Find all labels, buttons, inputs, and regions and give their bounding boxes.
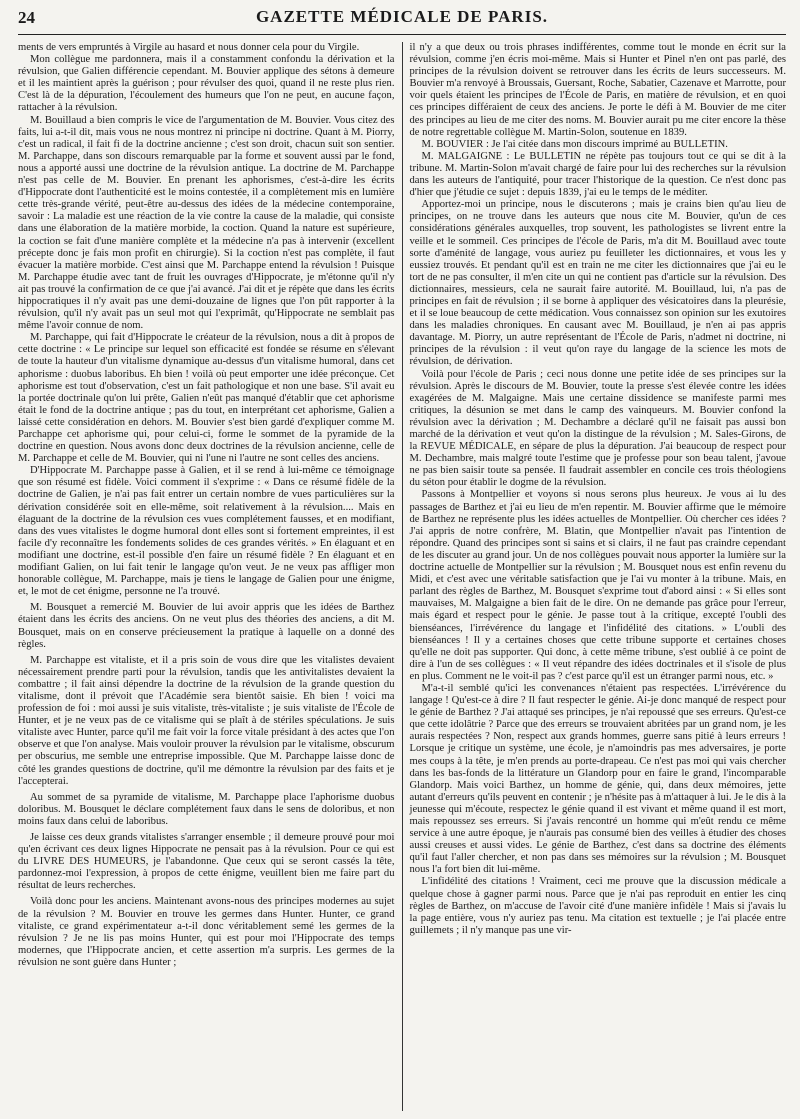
paragraph: Voilà pour l'école de Paris ; ceci nous donne une petite idée de ses principes sur la révulsion. Après le discours de M. Bouvier, toute la presse s'est élevée contre les idées exagérées de M. Malgaigne. Mais une certaine dissidence se manifeste parmi mes critiques, la désunion se met dans le camp des vainqueurs. M. Bouvier confond la révulsion avec la dérivation ; M. Dechambre a déclaré qu'il ne faisait pas aussi bon marché de la dérivation et veut qu'on la distingue de la révulsion ; M. Sales-Girons, de la REVUE MÉDICALE, en sépare de plus la dépuration. J'ai beaucoup de respect pour M. Dechambre, mais malgré toute l'estime que je professe pour son beau talent, j'avoue ne pas bien saisir toute sa pensée. Il faudrait assembler en concile ces trois théologiens du séton pour établir le dogme de la révulsion. <box>409 368 786 489</box>
paragraph: Passons à Montpellier et voyons si nous serons plus heureux. Je vous ai lu des passages de Barthez et j'ai eu lieu de m'en repentir. M. Bouvier affirme que le mémoire de Barthez ne représente plus les idées actuelles de Montpellier. Où chercher ces idées ? J'ai appris de notre confrère, M. Blatin, que Montpellier n'avait pas l'intention de répondre. Quand des principes sont si sains et si clairs, il ne faut pas craindre cependant de les discuter au grand jour. Un de nos collègues pouvait nous apporter la lumière sur la doctrine actuelle de Montpellier sur la révulsion ; M. Bousquet nous est enfin revenu du Midi, et c'est avec une véritable satisfaction que je l'ai vu monter à la tribune. Mais, en parlant des règles de Barthez, M. Bousquet s'exprime tout d'abord ainsi : « Si elles sont mauvaises, M. Malgaigne a bien fait de le dire. On ne demande pas grâce pour l'erreur, mais égard et respect pour le génie. Je passe tout à la critique, excepté l'oubli des bienséances, l'irrévérence du langage et l'infidélité des citations. » L'oubli des bienséances ! Il y a certaines choses que cette tribune supporte et certaines choses qu'elle ne doit pas supporter. Qui donc, à cette même tribune, s'est oublié à ce point de dire à l'un de ses collègues : « Il veut répandre des idées doctrinales et il s'isole de plus en plus. Comment ne le voit-il pas ? c'est parce qu'il est un étranger parmi nous, etc. » <box>409 489 786 682</box>
page-header <box>18 0 786 35</box>
paragraph: M. Parchappe, qui fait d'Hippocrate le créateur de la révulsion, nous a dit à propos de cette doctrine : « Le principe sur lequel son efficacité est fondée se résume en s'élevant de toute la hauteur d'un vitalisme dynamique au-dessus d'un vitalisme humoral, dans cet aphorisme : duobus laboribus. Eh bien ! voilà où peut emporter une idée préconçue. Cet aphorisme est tout d'observation, c'est un fait pathologique et non une base. S'il avait eu la portée doctrinale qu'on lui prête, Galien n'eût pas manqué d'établir que cet aphorisme était le fond de la doctrine antique ; pas du tout, en interprétant cet aphorisme, Galien a laissé cette considération en dehors. M. Bouvier s'est bien gardé d'expliquer comme M. Parchappe cet aphorisme qui, pour celui-ci, forme le sommet de la pyramide de la doctrine en question. Nous avons donc deux doctrines de la révulsion ancienne, celle de M. Parchappe et celle de M. Bouvier, qui ni l'une ni l'autre ne sont celles des anciens. <box>18 332 395 465</box>
paragraph: Mon collègue me pardonnera, mais il a constamment confondu la dérivation et la révulsion, que Galien différencie cependant. M. Bouvier applique des sétons à demeure et il les maintient après la guérison ; pour révulser des quoi, quand il ne reste plus rien. C'est là de la dépuration, l'écoulement des humeurs que l'on ne peut, en aucune façon, rattacher à la révulsion. <box>18 54 395 114</box>
text-columns <box>18 42 786 1111</box>
paragraph: M. BOUVIER : Je l'ai citée dans mon discours imprimé au BULLETIN. <box>421 138 728 150</box>
paragraph: Voilà donc pour les anciens. Maintenant avons-nous des principes modernes au sujet de la révulsion ? M. Bouvier en trouve les germes dans Hunter. Hunter, ce grand vitaliste, ce grand expérimentateur a-t-il donc véritablement semé les germes de la révulsion ? Je ne lis pas moins Hunter, qui est pour moi l'Hippocrate des temps modernes, que l'Hippocrate ancien, et cette assertion m'a surpris. Les germes de la révulsion ne sont guère dans Hunter ; <box>18 896 395 968</box>
paragraph: M. Parchappe est vitaliste, et il a pris soin de vous dire que les vitalistes devaient nécessairement prendre parti pour la révulsion, tandis que les antivitalistes devaient la combattre ; il fait ainsi dépendre la doctrine de la révulsion de la grande question du vitalisme, dont il prévoit que l'Académie sera bientôt saisie. Eh bien ! voici ma profession de foi : moi aussi je suis vitaliste, très-vitaliste ; je suis vitaliste de l'École de Hunter, et je ne veux pas de ce vitalisme qui se plaît à de stériles spéculations. Je suis vitaliste avec Hunter, parce qu'il me fait voir la force vitale présidant à des actes que l'on observe et que l'on analyse. Mais vouloir prouver la révulsion par le vitalisme, obscurum per obscurius, me semble une entreprise impossible. Que M. Parchappe laisse donc de côté les grandes questions de doctrine, qu'il me démontre la révulsion par des faits et je l'accepterai. <box>18 654 395 787</box>
paragraph: M'a-t-il semblé qu'ici les convenances n'étaient pas respectées. L'irrévérence du langage ! Qu'est-ce à dire ? Il faut respecter le génie. Ai-je donc manqué de respect pour le génie de Barthez ? J'ai attaqué ses principes, je n'ai repoussé que ses erreurs. Qu'est-ce que cette idolâtrie ? Parce que des erreurs se trouvaient abritées par un grand nom, je les aurais respectées ? Non, respect aux grands hommes, guerre sans pitié à leurs erreurs ! Lorsque je critique un système, une école, je n'amoindris pas mes adversaires, je porte mes coups à la tête, je m'en prends au porte-drapeau. Ce n'est pas moi qui vais chercher dans les bas-fonds de la littérature un Glandorp pour en faire le grand, l'incomparable Glandorp. Mais voici Barthez, un homme de génie, qui, dans deux mémoires, jette autant d'erreurs qu'ils peuvent en contenir ; je n'hésite pas à m'attaquer à lui. Je le dis à la jeunesse qui m'écoute, respectez le génie quand il est vivant et même quand il est mort, mais repoussez ses erreurs. Si j'avais rencontré un homme qui m'eût rendu ce même service à une autre époque, je n'aurais pas consumé bien des veilles à étudier des choses aussi creuses et aussi vides. Le génie de Barthez, c'est dans sa doctrine des éléments qu'il faut l'aller chercher, et non pas dans ses mémoires sur la révulsion ; M. Bousquet nous l'a fort bien dit lui-même. <box>409 682 786 876</box>
paragraph: M. Bouillaud a bien compris le vice de l'argumentation de M. Bouvier. Vous citez des faits, lui a-t-il dit, mais vous ne nous montrez ni principe ni doctrine. Quant à M. Piorry, c'est un radical, il fait fi de la doctrine ancienne ; c'est son droit, chacun suit son sentier. M. Parchappe, dans son discours remarquable par la forme et souvent aussi par le fond, nous a apporté aussi une doctrine de la révulsion antique. La doctrine de M. Parchappe n'est pas celle de M. Bouvier. En prenant les aphorismes, c'est-à-dire les écrits d'Hippocrate dont l'authenticité est le moins contestée, il a complètement mis en lumière cette très-grande vérité, peut-être au-dessus des idées de la médecine contemporaine, savoir : La maladie est une réaction de la vie contre la cause de la maladie, qui consiste dans une élaboration de la matière morbide, la coction. Quand la nature est supérieure, la coction se fait d'une manière complète et la médecine n'a pas à intervenir (excellent précepte donc je fais mon profit en chirurgie). Si la coction n'est pas complète, il faut évacuer la matière morbide. C'est ainsi que M. Parchappe entend la révulsion ! Puisque M. Parchappe étudie avec tant de fruit les ouvrages d'Hippocrate, je m'étonne qu'il n'y ait pas trouvé la confirmation de ce que j'ai avancé. J'ai dit et je répète que dans les écrits hippocratiques il n'y avait pas une demi-douzaine de lignes que l'on pût rapporter à la révulsion, qu'il n'y avait pas un seul mot qui l'exprimât, qu'Hippocrate ne semblait pas même l'avoir connue de nom. <box>18 114 395 332</box>
left-column <box>18 42 403 1111</box>
journal-title: GAZETTE MÉDICALE DE PARIS. <box>255 7 549 26</box>
paragraph: Apportez-moi un principe, nous le discuterons ; mais je crains bien qu'au lieu de principes, on ne trouve dans les auteurs que nous cite M. Bouvier, qu'un de ces considérations générales auxquelles, trop souvent, les pathologistes se livrent entre la veille et le sommeil. Ces principes de l'école de Paris, m'a dit M. Bouillaud avec toute sorte d'aménité de langage, vous auriez pu feuilleter les dictionnaires, et vous les y eussiez trouvés. Et pendant qu'il est en train ne me citer les dictionnaires que j'ai eu le tort de ne pas consulter, il m'en cite un qui ne contient pas d'article sur la révulsion. Des dictionnaires, messieurs, cela ne saurait faire autorité. M. Bouillaud, lui, n'a pas de principes en fait de révulsion ; il se borne à appliquer des vésicatoires dans la pleurésie, et il se loue beaucoup de cette médication. Vous connaissez son opinion sur les exutoires dans les maladies chroniques. En causant avec M. Bouillaud, je n'en ai pas appris davantage. M. Piorry, un autre représentant de l'École de Paris, n'admet ni doctrine, ni principes de la révulsion : il veut qu'on raye du langage de la science les mots de révulsion, de dérivation. <box>409 199 786 368</box>
paragraph: il n'y a que deux ou trois phrases indifférentes, comme tout le monde en écrit sur la révulsion, comme j'en écris moi-même. Mais si Hunter et Pinel n'en ont pas parlé, des principes de la révulsion doivent se retrouver dans les écrits de leurs successeurs. M. Bouvier m'a renvoyé à Broussais, Guersant, Roche, Sabatier, Cazenave et Marrotte, pour voir quels étaient les principes de l'École de Paris, en matière de révulsion, et en quoi ces principes différaient de ceux des anciens. Je porte le défi à M. Bouvier de me citer des principes au lieu de me citer des noms. M. Bouvier aurait pu me citer encore la thèse de notre regrettable collègue M. Martin-Solon, soutenue en 1839. <box>409 42 786 138</box>
paragraph: D'Hippocrate M. Parchappe passe à Galien, et il se rend à lui-même ce témoignage que son résumé est fidèle. Voici comment il s'exprime : « Dans ce résumé fidèle de la doctrine de Galien, je n'ai pas fait entrer un certain nombre de vues particulières sur la dérivation considérée soit en elle-même, soit relativement à la révulsion.... Mais en élaguant de la doctrine de la révulsion ces vues complétement fausses, et en modifiant, dans des vues vitalistes le dogme humoral dont elles sont si fortement empreintes, il est facile d'y reconnaître les fondements solides de ces grandes vérités. » En élaguant et en modifiant une doctrine, est-il possible d'en faire un résumé fidèle ? En élaguant et en modifiant Galien, on lui fait tenir le langage qu'on veut. Je ne veux pas affliger mon honorable collègue, M. Parchappe, mais je tiens le langage de Galien pour une énigme, et, le mot de cet énigme, personne ne l'a trouvé. <box>18 465 395 598</box>
paragraph: M. MALGAIGNE : Le BULLETIN ne répète pas toujours tout ce qui se dit à la tribune. M. Martin-Solon m'avait chargé de faire pour lui des recherches sur la révulsion dans les auteurs de l'antiquité, pour tracer l'historique de la question. Ce n'est donc pas d'hier que j'étudie ce sujet : depuis 1839, j'ai eu le temps de le méditer. <box>409 150 786 199</box>
paragraph: ments de vers empruntés à Virgile au hasard et nous donner cela pour du Virgile. <box>18 42 360 53</box>
paragraph: Au sommet de sa pyramide de vitalisme, M. Parchappe place l'aphorisme duobus doloribus. M. Bousquet le déclare complétement faux dans le sens de doloribus, et non moins faux dans celui de laboribus. <box>18 791 395 827</box>
paragraph: Je laisse ces deux grands vitalistes s'arranger ensemble ; il demeure prouvé pour moi qu'en écrivant ces deux lignes Hippocrate ne pensait pas à la révulsion. Pour ce qui est du LIVRE DES HUMEURS, je l'abandonne. Que ceux qui se seront cassés la tête, pardonnez-moi l'expression, à propos de cette énigme, veuillent bien me faire part du résultat de leurs recherches. <box>18 832 395 892</box>
right-column <box>403 42 787 1111</box>
page-number: 24 <box>18 8 35 27</box>
paragraph: L'infidélité des citations ! Vraiment, ceci me prouve que la discussion médicale a quelque chose à gagner parmi nous. Parce que je n'ai pas reproduit en entier les cinq règles de Barthez, on m'accuse de l'avoir cité d'une manière infidèle ! Mais si j'avais lu la page entière, vous n'y auriez pas tenu. Ma citation est textuelle ; je l'ai placée entre guillemets ; il n'y manque pas une vir- <box>409 876 786 936</box>
paragraph: M. Bousquet a remercié M. Bouvier de lui avoir appris que les idées de Barthez étaient dans les écrits des anciens. On ne veut plus des théories des anciens, a dit M. Bousquet, mais on en conserve précieusement la pratique à laquelle on a donné des règles. <box>18 602 395 650</box>
